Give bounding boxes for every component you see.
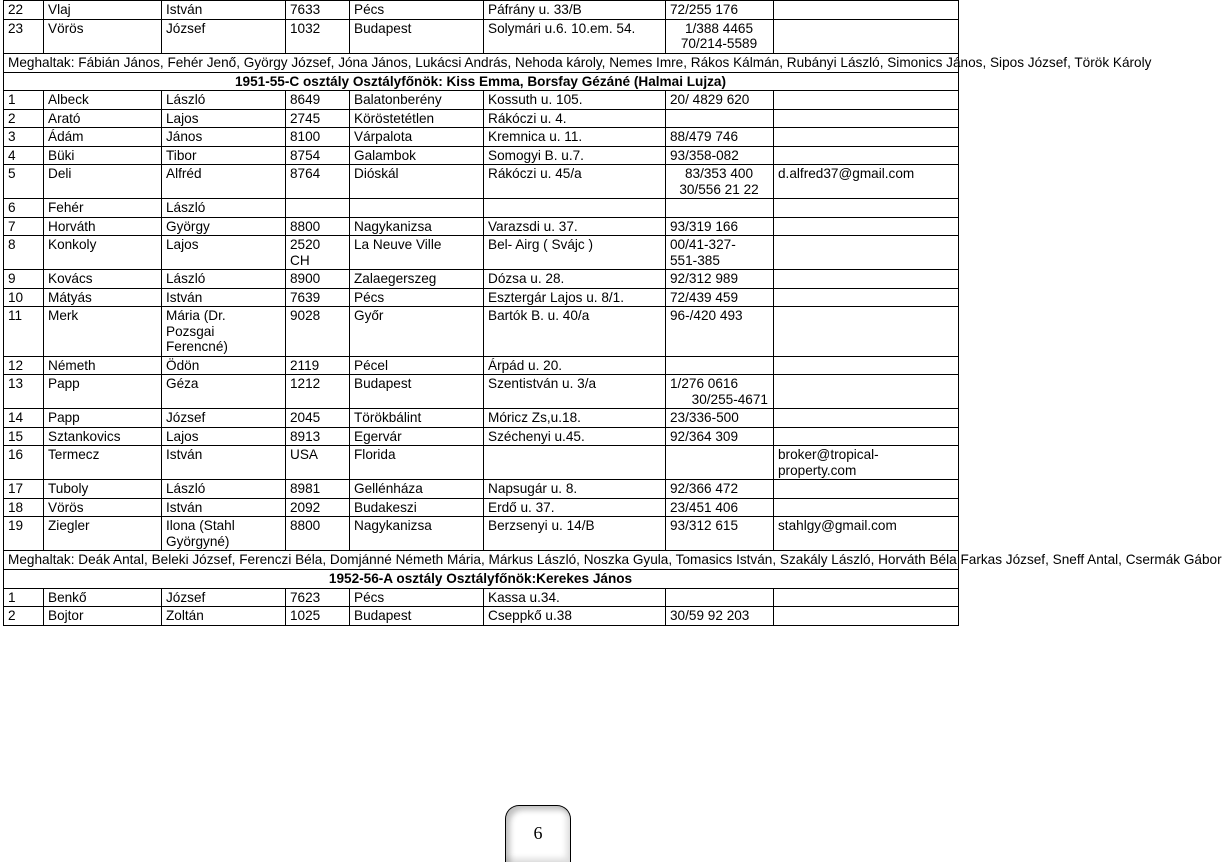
last-name: Kovács <box>44 270 162 289</box>
street: Cseppkő u.38 <box>484 607 666 626</box>
zip-code: 8900 <box>286 270 350 289</box>
first-name: József <box>162 588 286 607</box>
phone <box>666 236 774 270</box>
phone: 92/364 309 <box>666 427 774 446</box>
last-name: Mátyás <box>44 288 162 307</box>
last-name: Deli <box>44 165 162 199</box>
city: Florida <box>350 446 484 480</box>
row-number: 2 <box>4 109 44 128</box>
last-name: Tuboly <box>44 480 162 499</box>
first-name-line-2: Pozsgai <box>166 323 215 339</box>
phone <box>666 199 774 218</box>
city: Egervár <box>350 427 484 446</box>
row-number: 14 <box>4 409 44 428</box>
phone: 88/479 746 <box>666 128 774 147</box>
phone: 23/336-500 <box>666 409 774 428</box>
zip-code: 1025 <box>286 607 350 626</box>
table-row <box>4 588 959 607</box>
table-row <box>4 375 959 409</box>
street: Kossuth u. 105. <box>484 91 666 110</box>
zip-code <box>286 236 350 270</box>
email <box>774 109 959 128</box>
first-name: József <box>162 19 286 53</box>
phone-line-1: 00/41-327- <box>670 237 736 252</box>
last-name: Horváth <box>44 217 162 236</box>
first-name-line-2: Györgyné) <box>166 533 230 549</box>
street <box>484 199 666 218</box>
street: Napsugár u. 8. <box>484 480 666 499</box>
page-number: 6 <box>533 823 543 843</box>
phone <box>666 588 774 607</box>
phone: 72/439 459 <box>666 288 774 307</box>
phone: 30/59 92 203 <box>666 607 774 626</box>
email <box>774 588 959 607</box>
city <box>350 199 484 218</box>
deceased-list-2: Meghaltak: Deák Antal, Beleki József, Ferenczi Béla, Domjánné Németh Mária, Márkus László, Noszka Gyula, Tomasics István, Szakály László, Horváth Béla Farkas József, Sneff Antal, Csermák Gábor <box>4 551 959 570</box>
email <box>774 199 959 218</box>
city: Gellénháza <box>350 480 484 499</box>
street: Móricz Zs,u.18. <box>484 409 666 428</box>
phone: 72/255 176 <box>666 1 774 20</box>
last-name: Konkoly <box>44 236 162 270</box>
last-name: Albeck <box>44 91 162 110</box>
email <box>774 607 959 626</box>
table-row <box>4 199 959 218</box>
class-2-title: 1952-56-A osztály Osztályfőnök:Kerekes János <box>4 570 959 589</box>
row-number: 5 <box>4 165 44 199</box>
class-header-row <box>4 570 959 589</box>
street: Páfrány u. 33/B <box>484 1 666 20</box>
phone: 93/312 615 <box>666 517 774 551</box>
last-name: Bojtor <box>44 607 162 626</box>
zip-code: 2745 <box>286 109 350 128</box>
street <box>484 446 666 480</box>
phone-line-2: 30/556 21 22 <box>679 181 759 197</box>
phone: 23/451 406 <box>666 498 774 517</box>
last-name: Sztankovics <box>44 427 162 446</box>
zip-code: 8800 <box>286 517 350 551</box>
city: Budakeszi <box>350 498 484 517</box>
table-row <box>4 217 959 236</box>
phone: 93/319 166 <box>666 217 774 236</box>
table-row <box>4 498 959 517</box>
email <box>774 480 959 499</box>
zip-code: 7623 <box>286 588 350 607</box>
street: Széchenyi u.45. <box>484 427 666 446</box>
last-name: Ziegler <box>44 517 162 551</box>
phone-line-1: 83/353 400 <box>684 166 754 181</box>
email-line-2: property.com <box>778 462 857 478</box>
street: Erdő u. 37. <box>484 498 666 517</box>
phone-line-2: 70/214-5589 <box>680 36 758 51</box>
row-number: 8 <box>4 236 44 270</box>
street: Dózsa u. 28. <box>484 270 666 289</box>
street: Esztergár Lajos u. 8/1. <box>484 288 666 307</box>
street: Árpád u. 20. <box>484 356 666 375</box>
row-number: 16 <box>4 446 44 480</box>
last-name: Büki <box>44 146 162 165</box>
row-number: 6 <box>4 199 44 218</box>
first-name-line-1: Mária (Dr. <box>166 308 226 323</box>
phone-line-1: 1/276 0616 <box>670 376 739 391</box>
zip-code: 9028 <box>286 307 350 357</box>
zip-code: 2092 <box>286 498 350 517</box>
city: Budapest <box>350 19 484 53</box>
table-row <box>4 165 959 199</box>
phone: 92/366 472 <box>666 480 774 499</box>
table-row <box>4 146 959 165</box>
first-name: László <box>162 199 286 218</box>
row-number: 1 <box>4 91 44 110</box>
zip-code: 7639 <box>286 288 350 307</box>
street: Kremnica u. 11. <box>484 128 666 147</box>
deceased-row <box>4 551 959 570</box>
email-line-1: broker@tropical- <box>778 447 879 462</box>
class-1-rows <box>4 91 959 551</box>
zip-code-line-2: CH <box>290 252 310 268</box>
table-row <box>4 607 959 626</box>
zip-code: 8913 <box>286 427 350 446</box>
first-name: Ödön <box>162 356 286 375</box>
table-row <box>4 19 959 53</box>
zip-code <box>286 199 350 218</box>
row-number: 2 <box>4 607 44 626</box>
table-row <box>4 236 959 270</box>
phone: 20/ 4829 620 <box>666 91 774 110</box>
first-name-line-3: Ferencné) <box>166 339 228 354</box>
street: Kassa u.34. <box>484 588 666 607</box>
email <box>774 307 959 357</box>
class-1-title: 1951-55-C osztály Osztályfőnök: Kiss Emma, Borsfay Gézáné (Halmai Lujza) <box>4 72 959 91</box>
email <box>774 270 959 289</box>
alumni-table <box>3 0 1222 626</box>
row-number: 22 <box>4 1 44 20</box>
last-name: Ádám <box>44 128 162 147</box>
phone <box>666 446 774 480</box>
email <box>774 217 959 236</box>
street: Bartók B. u. 40/a <box>484 307 666 357</box>
row-number: 4 <box>4 146 44 165</box>
city: Törökbálint <box>350 409 484 428</box>
table-row <box>4 91 959 110</box>
first-name: István <box>162 498 286 517</box>
zip-code: 1032 <box>286 19 350 53</box>
phone <box>666 165 774 199</box>
page-number-box <box>505 805 571 862</box>
table-row <box>4 446 959 480</box>
phone <box>666 19 774 53</box>
phone: 93/358-082 <box>666 146 774 165</box>
city: Pécs <box>350 588 484 607</box>
phone <box>666 356 774 375</box>
first-name-line-1: Ilona (Stahl <box>166 518 235 533</box>
first-name: Zoltán <box>162 607 286 626</box>
table-row <box>4 307 959 357</box>
row-number: 9 <box>4 270 44 289</box>
table-row <box>4 480 959 499</box>
first-name: László <box>162 91 286 110</box>
email: stahlgy@gmail.com <box>774 517 959 551</box>
first-name: István <box>162 1 286 20</box>
email: d.alfred37@gmail.com <box>774 165 959 199</box>
city: Nagykanizsa <box>350 217 484 236</box>
email <box>774 19 959 53</box>
city: Győr <box>350 307 484 357</box>
city: Budapest <box>350 607 484 626</box>
first-name: Lajos <box>162 427 286 446</box>
first-name: László <box>162 270 286 289</box>
row-number: 7 <box>4 217 44 236</box>
last-name: Benkő <box>44 588 162 607</box>
phone: 92/312 989 <box>666 270 774 289</box>
last-name: Merk <box>44 307 162 357</box>
row-number: 13 <box>4 375 44 409</box>
table-row <box>4 109 959 128</box>
email <box>774 1 959 20</box>
street: Bel- Airg ( Svájc ) <box>484 236 666 270</box>
phone: 96-/420 493 <box>666 307 774 357</box>
zip-code: 7633 <box>286 1 350 20</box>
city: Zalaegerszeg <box>350 270 484 289</box>
zip-code: 8981 <box>286 480 350 499</box>
phone-line-2: 30/255-4671 <box>691 391 768 407</box>
table-row <box>4 409 959 428</box>
first-name: László <box>162 480 286 499</box>
email <box>774 236 959 270</box>
city: Nagykanizsa <box>350 517 484 551</box>
city: Várpalota <box>350 128 484 147</box>
first-name: György <box>162 217 286 236</box>
street: Szentistván u. 3/a <box>484 375 666 409</box>
city: Pécel <box>350 356 484 375</box>
street: Varazsdi u. 37. <box>484 217 666 236</box>
email <box>774 128 959 147</box>
first-name <box>162 517 286 551</box>
street: Rákóczi u. 45/a <box>484 165 666 199</box>
row-number: 19 <box>4 517 44 551</box>
first-name: Géza <box>162 375 286 409</box>
row-number: 11 <box>4 307 44 357</box>
first-name: József <box>162 409 286 428</box>
city: La Neuve Ville <box>350 236 484 270</box>
class-header-row <box>4 72 959 91</box>
phone-line-1: 1/388 4465 <box>684 20 754 36</box>
zip-code: USA <box>286 446 350 480</box>
last-name: Papp <box>44 375 162 409</box>
deceased-list-1: Meghaltak: Fábián János, Fehér Jenő, György József, Jóna János, Lukácsi András, Nehoda károly, Nemes Imre, Rákos Kálmán, Rubányi László, Simonics János, Sipos József, Török Károly <box>4 53 959 72</box>
city: Köröstetétlen <box>350 109 484 128</box>
city: Galambok <box>350 146 484 165</box>
row-number: 1 <box>4 588 44 607</box>
table-row <box>4 270 959 289</box>
row-number: 12 <box>4 356 44 375</box>
deceased-row <box>4 53 959 72</box>
zip-code: 2045 <box>286 409 350 428</box>
email <box>774 91 959 110</box>
street: Somogyi B. u.7. <box>484 146 666 165</box>
street: Rákóczi u. 4. <box>484 109 666 128</box>
email <box>774 375 959 409</box>
zip-code: 2119 <box>286 356 350 375</box>
street: Solymári u.6. 10.em. 54. <box>484 19 666 53</box>
zip-code: 8649 <box>286 91 350 110</box>
phone-line-2: 551-385 <box>670 252 720 268</box>
zip-code: 8754 <box>286 146 350 165</box>
last-name: Termecz <box>44 446 162 480</box>
city: Budapest <box>350 375 484 409</box>
last-name: Fehér <box>44 199 162 218</box>
first-name: János <box>162 128 286 147</box>
zip-code-line-1: 2520 <box>290 237 321 252</box>
city: Pécs <box>350 1 484 20</box>
first-name <box>162 307 286 357</box>
email <box>774 498 959 517</box>
row-number: 10 <box>4 288 44 307</box>
first-name: Lajos <box>162 109 286 128</box>
row-number: 23 <box>4 19 44 53</box>
table-row <box>4 356 959 375</box>
table-row <box>4 1 959 20</box>
city: Pécs <box>350 288 484 307</box>
last-name: Vörös <box>44 498 162 517</box>
table-row <box>4 128 959 147</box>
email <box>774 446 959 480</box>
email <box>774 146 959 165</box>
row-number: 3 <box>4 128 44 147</box>
row-number: 15 <box>4 427 44 446</box>
first-name: Lajos <box>162 236 286 270</box>
last-name: Vlaj <box>44 1 162 20</box>
phone <box>666 375 774 409</box>
email <box>774 427 959 446</box>
row-number: 17 <box>4 480 44 499</box>
first-name: István <box>162 288 286 307</box>
first-name: Tibor <box>162 146 286 165</box>
email <box>774 288 959 307</box>
zip-code: 8764 <box>286 165 350 199</box>
zip-code: 8800 <box>286 217 350 236</box>
table-row <box>4 517 959 551</box>
city: Balatonberény <box>350 91 484 110</box>
last-name: Arató <box>44 109 162 128</box>
zip-code: 1212 <box>286 375 350 409</box>
first-name: Alfréd <box>162 165 286 199</box>
phone <box>666 109 774 128</box>
email <box>774 356 959 375</box>
city: Dióskál <box>350 165 484 199</box>
table-row <box>4 288 959 307</box>
last-name: Vörös <box>44 19 162 53</box>
first-name: István <box>162 446 286 480</box>
class-2-rows <box>4 588 959 625</box>
street: Berzsenyi u. 14/B <box>484 517 666 551</box>
email <box>774 409 959 428</box>
last-name: Papp <box>44 409 162 428</box>
last-name: Németh <box>44 356 162 375</box>
table-row <box>4 427 959 446</box>
zip-code: 8100 <box>286 128 350 147</box>
row-number: 18 <box>4 498 44 517</box>
